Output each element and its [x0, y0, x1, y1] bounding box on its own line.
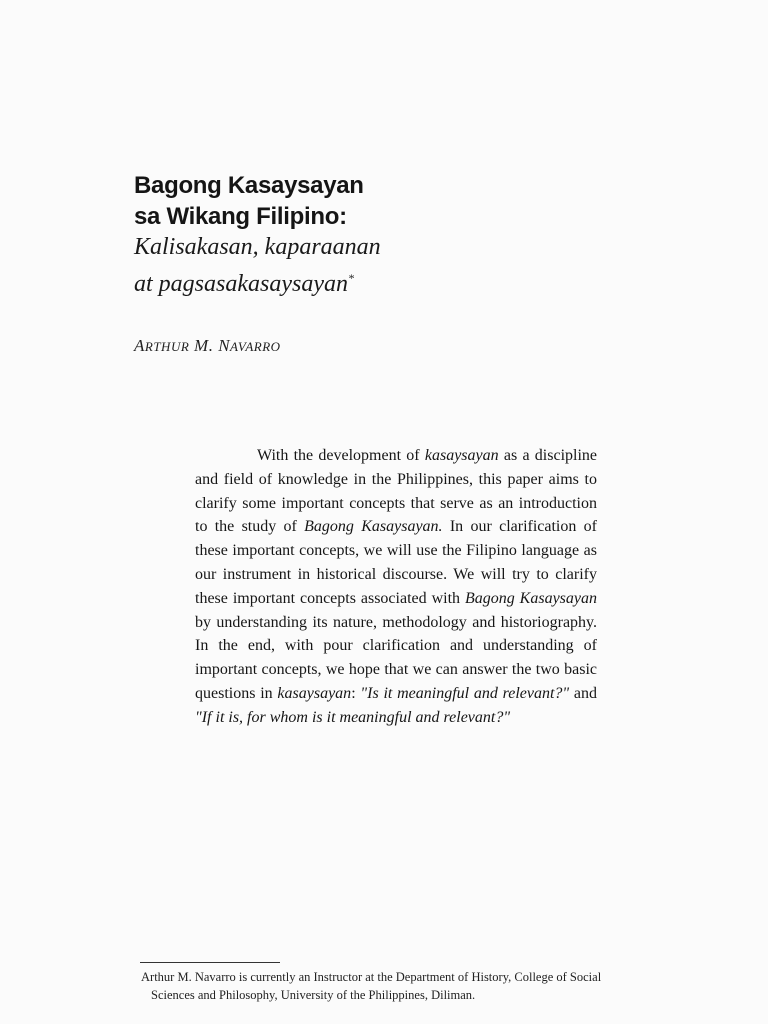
title-line-2: sa Wikang Filipino:	[134, 203, 347, 230]
subtitle-line-1: Kalisakasan, kaparaanan	[134, 234, 381, 260]
footnote-marker: *	[347, 271, 354, 285]
abstract-emph-1: kasaysayan	[424, 447, 499, 464]
abstract-text-5: :	[351, 684, 361, 702]
abstract-paragraph	[195, 444, 597, 730]
subtitle-line-2	[134, 263, 614, 300]
author-footnote	[141, 968, 641, 1004]
author-initial-2: N	[218, 336, 231, 355]
abstract-emph-4: kasaysayan	[277, 684, 352, 702]
author-rest-1: RTHUR	[144, 339, 190, 354]
abstract-text-6: and	[569, 684, 598, 702]
subtitle-line-2-text: at pagsasakasaysayan	[134, 271, 348, 297]
title-line-1: Bagong Kasaysayan	[134, 172, 364, 199]
footnote-divider	[140, 962, 280, 963]
abstract-emph-6: "If it is, for whom is it meaningful and relevant?"	[195, 708, 511, 726]
abstract-text-2: as a discipline and field of knowledge in the Philippines, this paper aims to clarify some important concepts that serve as an introduction to the study of	[195, 447, 598, 536]
author-middle: M.	[189, 336, 219, 355]
footnote-line-2: Sciences and Philosophy, University of the Philippines, Diliman.	[151, 988, 476, 1002]
abstract-text-3: In our clarification of these important concepts, we will use the Filipino language as our instrument in historical discourse. We will try to clarify these important concepts associated with	[195, 518, 597, 607]
article-title-block	[134, 170, 614, 300]
abstract-emph-5: "Is it meaningful and relevant?"	[360, 684, 570, 702]
abstract-emph-2: Bagong Kasaysayan.	[304, 518, 443, 536]
author-byline	[134, 336, 281, 356]
abstract-emph-3: Bagong Kasaysayan	[464, 589, 597, 607]
abstract-text-4: by understanding its nature, methodology and historiography. In the end, with pour clarification and understanding of important concepts, we hope that we can answer the two basic questions in	[195, 613, 597, 702]
author-rest-2: AVARRO	[230, 339, 281, 354]
author-initial-1: A	[134, 336, 145, 355]
abstract-text-1: With the development of	[257, 447, 425, 464]
footnote-line-1: Arthur M. Navarro is currently an Instructor at the Department of History, College of Social	[141, 970, 602, 984]
